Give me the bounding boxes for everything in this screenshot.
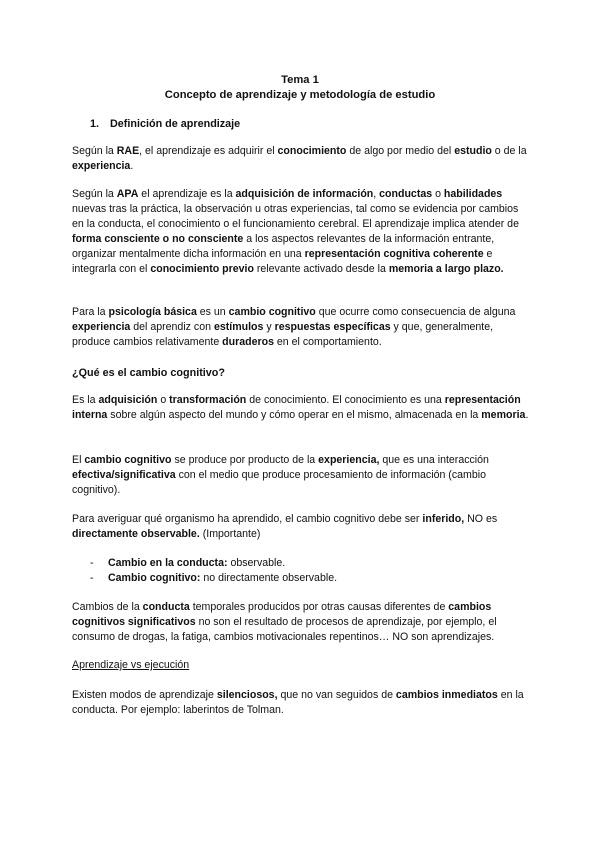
document-title: Tema 1 [281,74,319,86]
paragraph-psicologia-basica: Para la psicología básica es un cambio cognitivo que ocurre como consecuencia de alguna experiencia del aprendiz con estímulos y respuestas específicas y que, generalmente, produce cambios relativamente duraderos en el comportamiento. [72,306,516,348]
paragraph-aprendizaje-silencioso: Existen modos de aprendizaje silenciosos, que no van seguidos de cambios inmediatos en la conducta. Por ejemplo: laberintos de Tolman. [72,689,524,716]
section-heading-2: ¿Qué es el cambio cognitivo? [72,367,225,379]
paragraph-cambios-conducta: Cambios de la conducta temporales producidos por otras causas diferentes de cambios cognitivos significativos no son el resultado de procesos de aprendizaje, por ejemplo, el consumo de drogas, la fatiga, cambios motivacionales repentinos… NO son aprendizajes. [72,601,497,643]
paragraph-experiencia: El cambio cognitivo se produce por producto de la experiencia, que es una interacción efectiva/significativa con el medio que produce procesamiento de información (cambio cognitivo). [72,454,489,496]
paragraph-rae: Según la RAE, el aprendizaje es adquirir el conocimiento de algo por medio del estudio o de la experiencia. [72,145,527,172]
section-number: 1. [90,118,100,130]
paragraph-cambio-cognitivo: Es la adquisición o transformación de conocimiento. El conocimiento es una representación interna sobre algún aspecto del mundo y cómo operar en el mismo, almacenada en la memoria. [72,394,529,421]
document-subtitle: Concepto de aprendizaje y metodología de estudio [164,89,436,101]
list-item: - Cambio cognitivo: no directamente observable. [90,572,338,584]
section-label: Definición de aprendizaje [110,118,241,130]
paragraph-inferido: Para averiguar qué organismo ha aprendido, el cambio cognitivo debe ser inferido, NO es directamente observable. (Importante) [72,513,498,540]
section-heading-3: Aprendizaje vs ejecución [72,659,190,671]
section-heading-1 [90,117,240,131]
list-item: - Cambio en la conducta: observable. [90,557,286,569]
paragraph-apa: Según la APA el aprendizaje es la adquisición de información, conductas o habilidades nuevas tras la práctica, la observación u otras experiencias, tal como se evidencia por cambios en la conducta, el conocimiento o el funcionamiento cerebral. El aprendizaje implica atender de forma consciente o no consciente a los aspectos relevantes de la información entrante, organizar mentalmente dicha información en una representación cognitiva coherente e integrarla con el conocimiento previo relevante activado desde la memoria a largo plazo. [72,188,519,275]
